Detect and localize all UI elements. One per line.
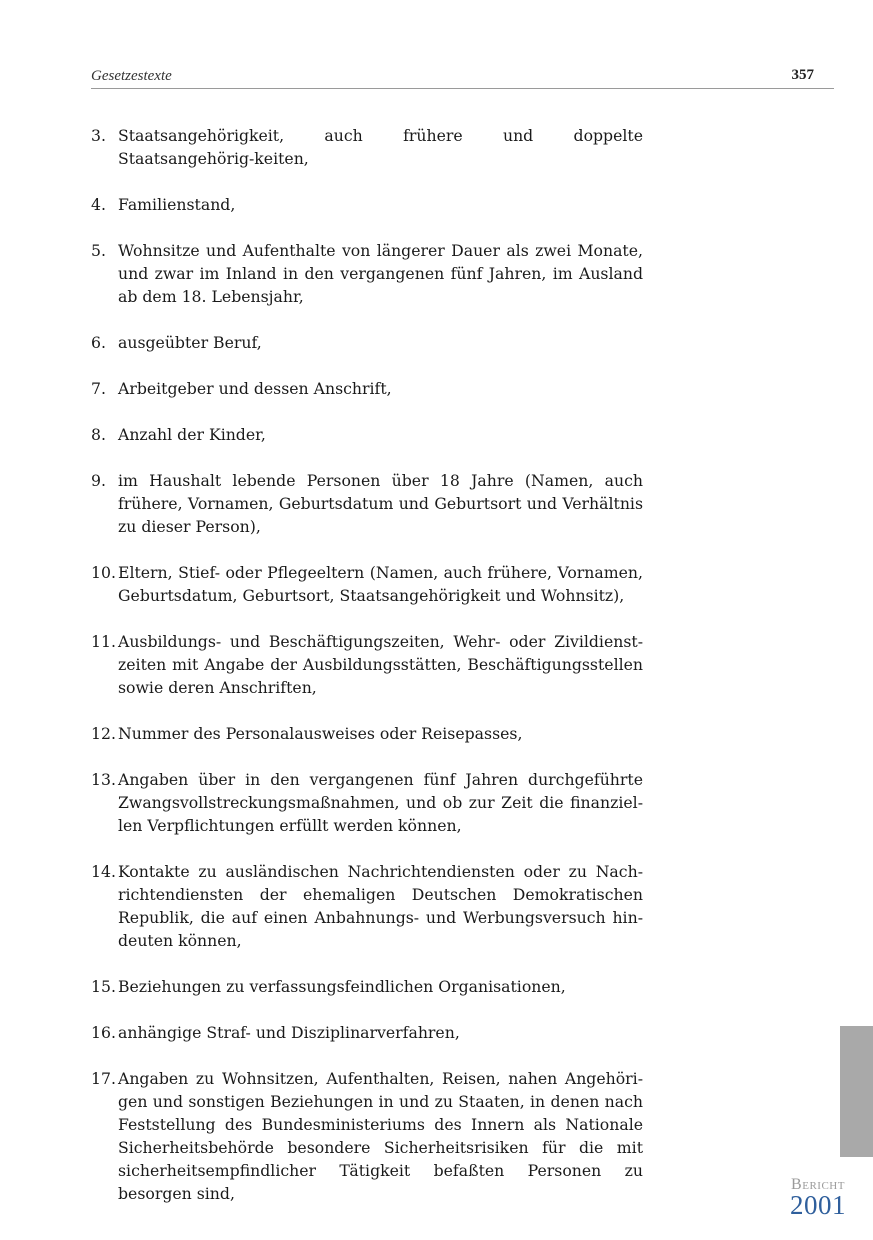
list-item [91, 469, 643, 538]
list-item [91, 630, 643, 699]
item-number: 6. [91, 333, 106, 352]
item-number: 14. [91, 862, 116, 881]
item-text: Angaben über in den vergangenen fünf Jahren durchgeführte Zwangsvollstreckungsmaßnahmen, und ob zur Zeit die finanziellen Verpflichtungen erfüllt werden können, [118, 770, 643, 835]
page-number: 357 [791, 67, 814, 83]
item-text: Staatsangehörigkeit, auch frühere und doppelte Staatsangehörig-keiten, [118, 126, 643, 168]
logo-year: 2001 [790, 1190, 846, 1220]
list-item [91, 239, 643, 308]
item-text: ausgeübter Beruf, [118, 333, 262, 352]
list-item [91, 975, 643, 998]
item-number: 5. [91, 241, 106, 260]
list-item [91, 124, 643, 170]
item-text: Nummer des Personalausweises oder Reisepasses, [118, 724, 523, 743]
list-item [91, 1021, 643, 1044]
item-text: im Haushalt lebende Personen über 18 Jahre (Namen, auch frühere, Vornamen, Geburtsdatum und Geburtsort und Verhältnis zu dieser Person), [118, 471, 643, 536]
list-item [91, 768, 643, 837]
page-header [91, 66, 834, 89]
item-number: 10. [91, 563, 116, 582]
item-text: Anzahl der Kinder, [118, 425, 266, 444]
list-item [91, 860, 643, 952]
item-text: Beziehungen zu verfassungsfeindlichen Organisationen, [118, 977, 566, 996]
list-item [91, 331, 643, 354]
item-text: Familienstand, [118, 195, 236, 214]
item-text: Ausbildungs- und Beschäftigungszeiten, Wehr- oder Zivildienstzeiten mit Angabe der Ausbildungsstätten, Beschäftigungsstellen sowie deren Anschriften, [118, 632, 643, 697]
item-number: 7. [91, 379, 106, 398]
item-number: 11. [91, 632, 116, 651]
item-text: Wohnsitze und Aufenthalte von längerer Dauer als zwei Monate, und zwar im Inland in den vergangenen fünf Jahren, im Ausland ab dem 18. Lebensjahr, [118, 241, 643, 306]
item-number: 17. [91, 1069, 116, 1088]
list-item [91, 193, 643, 216]
item-text: Kontakte zu ausländischen Nachrichtendiensten oder zu Nachrichtendiensten der ehemaligen Deutschen Demokratischen Republik, die auf einen Anbahnungs- und Werbungsversuch hindeuten können, [118, 862, 643, 950]
item-text: Eltern, Stief- oder Pflegeeltern (Namen, auch frühere, Vornamen, Geburtsdatum, Geburtsort, Staatsangehörigkeit und Wohnsitz), [118, 563, 643, 605]
item-text: anhängige Straf- und Disziplinarverfahren, [118, 1023, 460, 1042]
list-item [91, 423, 643, 446]
numbered-list [91, 124, 643, 1228]
item-text: Arbeitgeber und dessen Anschrift, [118, 379, 392, 398]
item-number: 12. [91, 724, 116, 743]
list-item [91, 561, 643, 607]
item-number: 16. [91, 1023, 116, 1042]
list-item [91, 377, 643, 400]
item-number: 8. [91, 425, 106, 444]
section-title: Gesetzestexte [91, 68, 172, 84]
list-item [91, 1067, 643, 1205]
item-number: 9. [91, 471, 106, 490]
logo-word: Bericht [791, 1176, 845, 1193]
item-number: 3. [91, 126, 106, 145]
report-logo [778, 1176, 858, 1220]
list-item [91, 722, 643, 745]
item-number: 13. [91, 770, 116, 789]
item-number: 4. [91, 195, 106, 214]
item-number: 15. [91, 977, 116, 996]
chapter-thumb-tab [840, 1026, 873, 1157]
item-text: Angaben zu Wohnsitzen, Aufenthalten, Reisen, nahen Angehörigen und sonstigen Beziehungen in und zu Staaten, in denen nach Feststellung des Bundesministeriums des Innern als Nationale Sicherheitsbehörde besondere Sicherheitsrisiken für die mit sicherheitsempfindlicher Tätigkeit befaßten Personen zu besorgen sind, [118, 1069, 643, 1203]
